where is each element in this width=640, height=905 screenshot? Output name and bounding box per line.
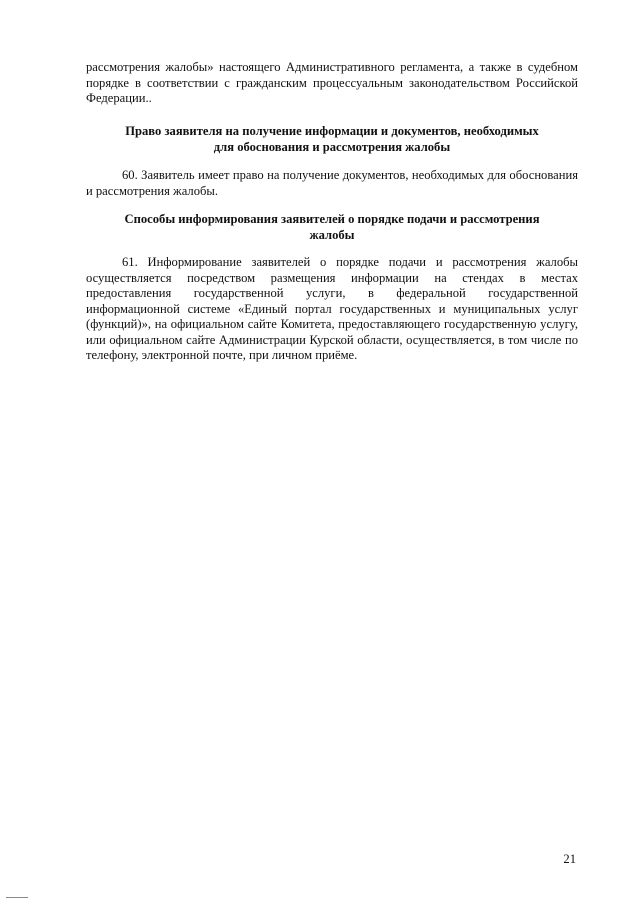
paragraph-61: 61. Информирование заявителей о порядке подачи и рассмотрения жалобы осуществляется посредством размещения информации на стендах в местах предоставления государственной услуги, в федеральной государственной информационной системе «Единый портал государственных и муниципальных услуг (функций)», на официальном сайте Комитета, предоставляющего государственную услугу, или официальном сайте Администрации Курской области, осуществляется, в том числе по телефону, электронной почте, при личном приёме. xyxy=(86,255,578,362)
heading-line: Право заявителя на получение информации и документов, необходимых xyxy=(125,124,539,138)
section-heading-informing-methods xyxy=(86,212,578,243)
section-heading-right-to-information xyxy=(86,124,578,155)
heading-line: для обоснования и рассмотрения жалобы xyxy=(213,139,451,154)
heading-line: Способы информирования заявителей о порядке подачи и рассмотрения xyxy=(124,212,540,226)
paragraph-60: 60. Заявитель имеет право на получение документов, необходимых для обоснования и рассмотрения жалобы. xyxy=(86,168,578,198)
page-number: 21 xyxy=(563,852,576,866)
heading-line: жалобы xyxy=(309,227,355,242)
scan-edge-mark xyxy=(6,897,28,898)
paragraph-continued: рассмотрения жалобы» настоящего Административного регламента, а также в судебном порядке в соответствии с гражданским процессуальным законодательством Российской Федерации.. xyxy=(86,60,578,105)
